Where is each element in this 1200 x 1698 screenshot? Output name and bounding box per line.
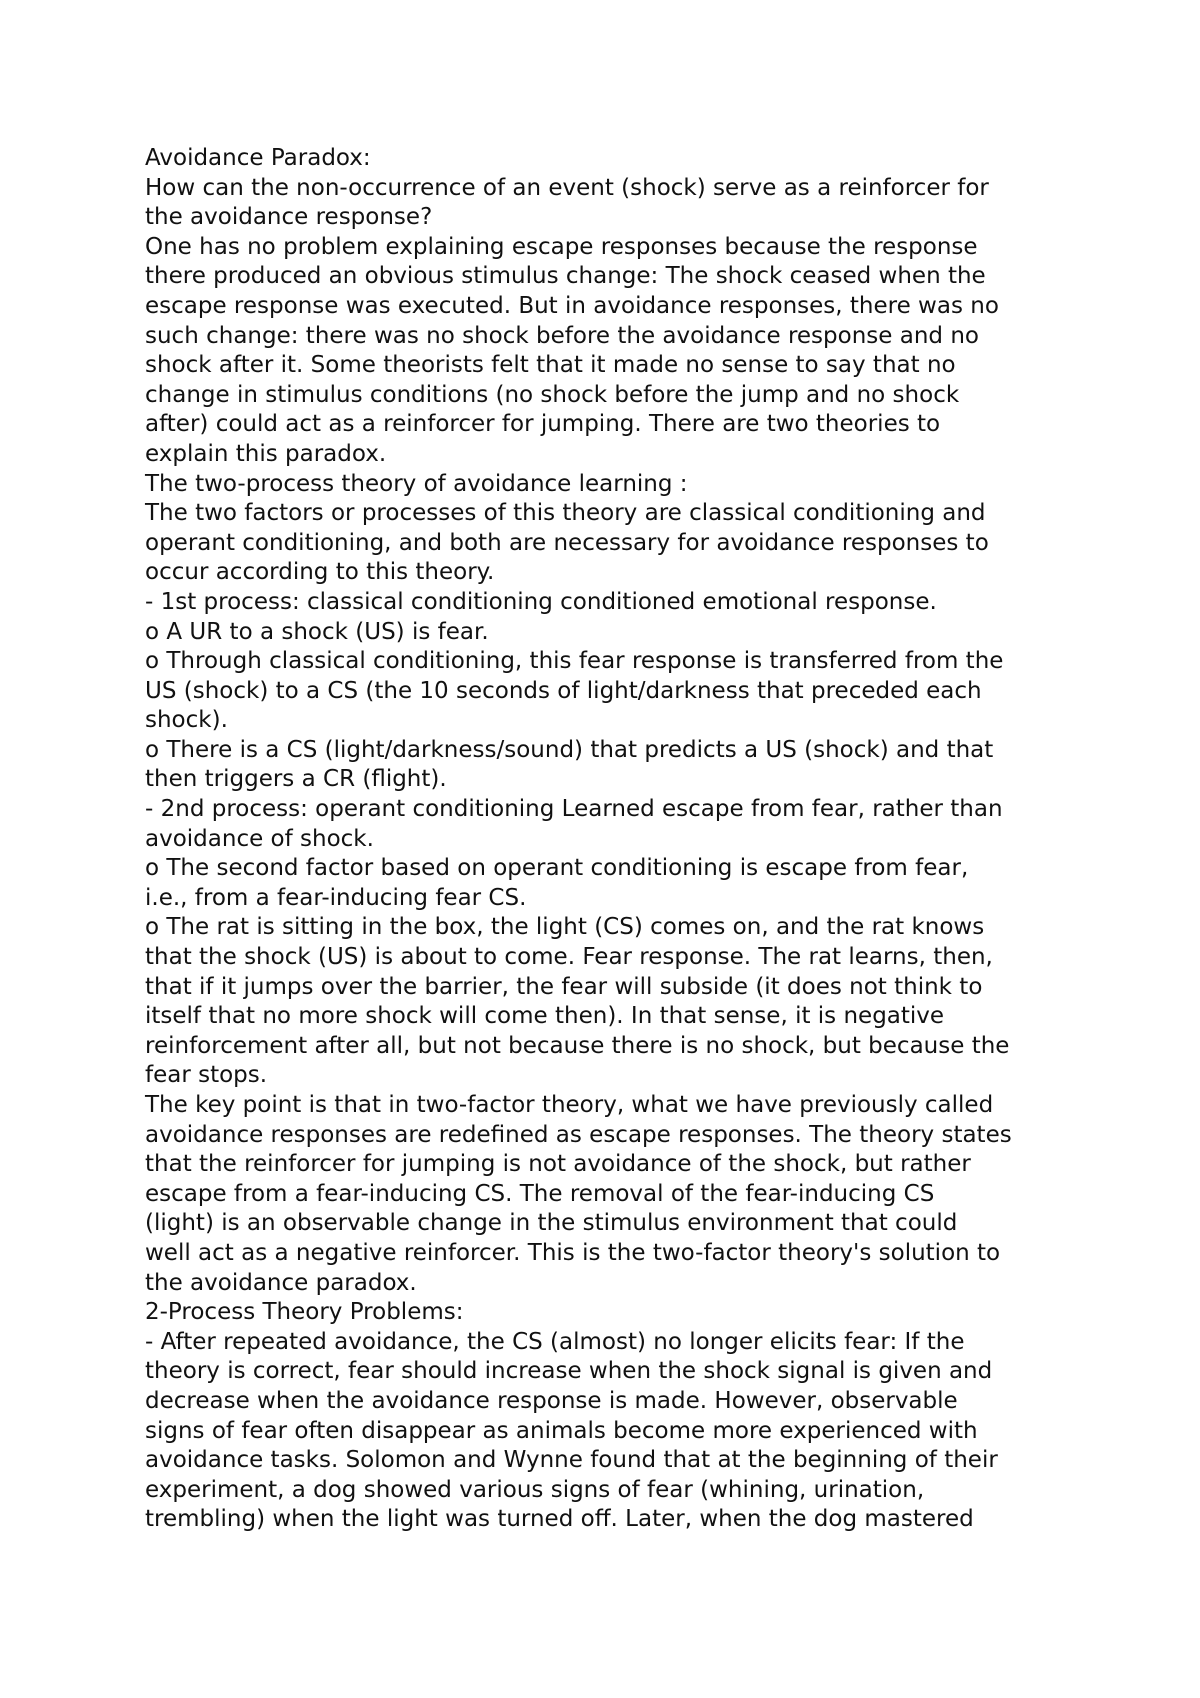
text-line: shock after it. Some theorists felt that it made no sense to say that no — [145, 352, 956, 379]
text-line: the avoidance response? — [145, 204, 433, 231]
text-line: One has no problem explaining escape responses because the response — [145, 233, 978, 260]
text-line: The key point is that in two-factor theory, what we have previously called — [145, 1092, 994, 1118]
text-line: Avoidance Paradox: — [145, 145, 371, 171]
text-line: avoidance of shock. — [145, 825, 374, 852]
text-line: o Through classical conditioning, this fear response is transferred from the — [145, 648, 1004, 675]
text-line: after) could act as a reinforcer for jumping. There are two theories to — [145, 411, 941, 438]
text-line: change in stimulus conditions (no shock before the jump and no shock — [145, 381, 960, 408]
text-line: signs of fear often disappear as animals become more experienced with — [145, 1417, 978, 1444]
text-line: o The rat is sitting in the box, the light (CS) comes on, and the rat knows — [145, 914, 985, 941]
text-line: that the reinforcer for jumping is not avoidance of the shock, but rather — [145, 1151, 971, 1178]
text-line: experiment, a dog showed various signs of fear (whining, urination, — [145, 1476, 925, 1503]
text-line: o The second factor based on operant conditioning is escape from fear, — [145, 855, 969, 882]
text-line: there produced an obvious stimulus change: The shock ceased when the — [145, 263, 986, 290]
text-line: well act as a negative reinforcer. This is the two-factor theory's solution to — [145, 1239, 1001, 1266]
text-line: - 1st process: classical conditioning conditioned emotional response. — [145, 588, 937, 615]
text-line: fear stops. — [145, 1062, 268, 1089]
text-line: escape from a fear-inducing CS. The removal of the fear-inducing CS — [145, 1180, 935, 1207]
text-line: that if it jumps over the barrier, the fear will subside (it does not think to — [145, 973, 983, 1000]
text-line: US (shock) to a CS (the 10 seconds of light/darkness that preceded each — [145, 677, 982, 704]
text-line: The two factors or processes of this theory are classical conditioning and — [145, 500, 986, 527]
text-line: 2-Process Theory Problems: — [145, 1299, 464, 1326]
text-line: the avoidance paradox. — [145, 1269, 417, 1296]
text-line: then triggers a CR (flight). — [145, 766, 447, 793]
text-line: escape response was executed. But in avoidance responses, there was no — [145, 292, 999, 319]
text-line: How can the non-occurrence of an event (shock) serve as a reinforcer for — [145, 174, 989, 201]
text-line: The two-process theory of avoidance learning : — [145, 470, 688, 497]
text-line: o There is a CS (light/darkness/sound) that predicts a US (shock) and that — [145, 736, 994, 763]
document-body — [145, 144, 1085, 1535]
text-line: occur according to this theory. — [145, 559, 495, 586]
text-line: avoidance responses are redefined as escape responses. The theory states — [145, 1121, 1012, 1148]
text-line: theory is correct, fear should increase when the shock signal is given and — [145, 1358, 993, 1385]
text-line: - 2nd process: operant conditioning Learned escape from fear, rather than — [145, 796, 1003, 823]
text-line: itself that no more shock will come then). In that sense, it is negative — [145, 1003, 945, 1030]
text-line: that the shock (US) is about to come. Fear response. The rat learns, then, — [145, 944, 993, 971]
document-page — [145, 144, 1085, 1535]
text-line: trembling) when the light was turned off. Later, when the dog mastered — [145, 1506, 974, 1533]
text-line: o A UR to a shock (US) is fear. — [145, 618, 489, 645]
text-line: operant conditioning, and both are necessary for avoidance responses to — [145, 529, 989, 556]
text-line: such change: there was no shock before the avoidance response and no — [145, 322, 979, 349]
text-line: shock). — [145, 707, 228, 734]
text-line: - After repeated avoidance, the CS (almost) no longer elicits fear: If the — [145, 1328, 965, 1355]
text-line: decrease when the avoidance response is made. However, observable — [145, 1387, 958, 1414]
text-line: i.e., from a fear-inducing fear CS. — [145, 884, 527, 911]
text-line: (light) is an observable change in the stimulus environment that could — [145, 1210, 958, 1237]
text-line: explain this paradox. — [145, 440, 387, 467]
text-line: reinforcement after all, but not because there is no shock, but because the — [145, 1032, 1010, 1059]
text-line: avoidance tasks. Solomon and Wynne found that at the beginning of their — [145, 1447, 998, 1474]
